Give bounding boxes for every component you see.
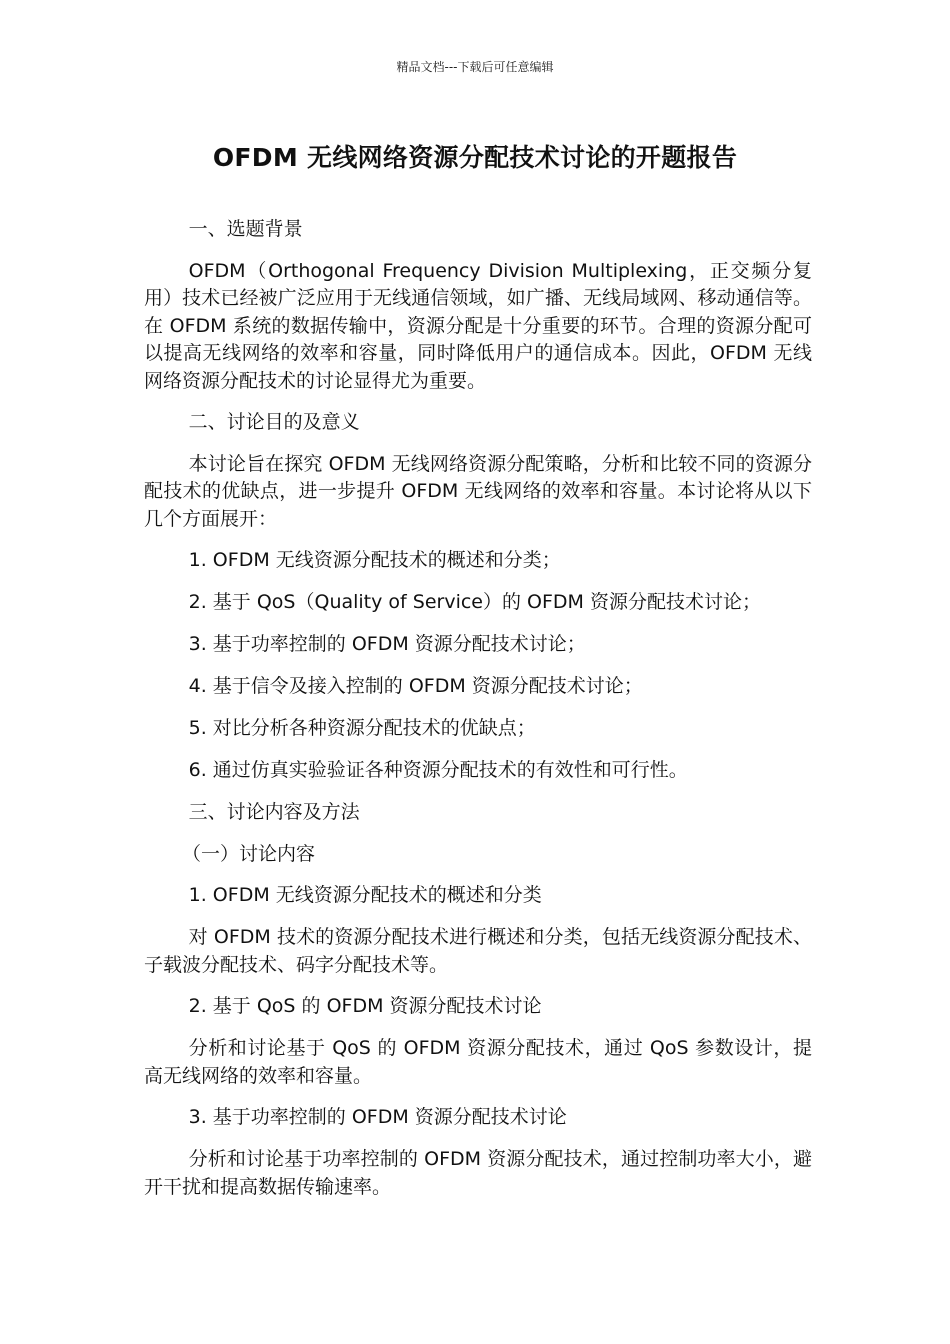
- topic-heading: 3. 基于功率控制的 OFDM 资源分配技术讨论: [188, 1106, 567, 1128]
- list-item: 1. OFDM 无线资源分配技术的概述和分类；: [188, 549, 561, 571]
- section-heading-background: 一、选题背景: [188, 218, 303, 240]
- topic-paragraph: 分析和讨论基于功率控制的 OFDM 资源分配技术，通过控制功率大小，避开干扰和提高数据传输速率。: [144, 1148, 812, 1198]
- list-item: 4. 基于信令及接入控制的 OFDM 资源分配技术讨论；: [188, 675, 643, 697]
- section-heading-content: 三、讨论内容及方法: [188, 801, 360, 823]
- subsection-heading: （一）讨论内容: [182, 842, 316, 865]
- topic-heading: 2. 基于 QoS 的 OFDM 资源分配技术讨论: [188, 995, 542, 1017]
- topic-heading: 1. OFDM 无线资源分配技术的概述和分类: [188, 884, 542, 906]
- paragraph-purpose: 本讨论旨在探究 OFDM 无线网络资源分配策略，分析和比较不同的资源分配技术的优缺点，进一步提升 OFDM 无线网络的效率和容量。本讨论将从以下几个方面展开：: [144, 452, 812, 530]
- document-body: [144, 216, 812, 1215]
- header-note: 精品文档---下载后可任意编辑: [396, 60, 554, 74]
- list-item: 2. 基于 QoS（Quality of Service）的 OFDM 资源分配技术讨论；: [188, 591, 761, 613]
- list-item: 6. 通过仿真实验验证各种资源分配技术的有效性和可行性。: [188, 759, 688, 781]
- document-title: OFDM 无线网络资源分配技术讨论的开题报告: [212, 143, 738, 172]
- list-item: 5. 对比分析各种资源分配技术的优缺点；: [188, 717, 536, 739]
- paragraph-background: OFDM（Orthogonal Frequency Division Multiplexing，正交频分复用）技术已经被广泛应用于无线通信领域，如广播、无线局域网、移动通信等。在 OFDM 系统的数据传输中，资源分配是十分重要的环节。合理的资源分配可以提高无线网络的效率和容量，同时降低用户的通信成本。因此，OFDM 无线网络资源分配技术的讨论显得尤为重要。: [144, 259, 812, 392]
- topic-paragraph: 分析和讨论基于 QoS 的 OFDM 资源分配技术，通过 QoS 参数设计，提高无线网络的效率和容量。: [144, 1037, 812, 1087]
- section-heading-purpose: 二、讨论目的及意义: [188, 411, 360, 433]
- list-item: 3. 基于功率控制的 OFDM 资源分配技术讨论；: [188, 633, 586, 655]
- topic-paragraph: 对 OFDM 技术的资源分配技术进行概述和分类，包括无线资源分配技术、子载波分配技术、码字分配技术等。: [144, 926, 812, 976]
